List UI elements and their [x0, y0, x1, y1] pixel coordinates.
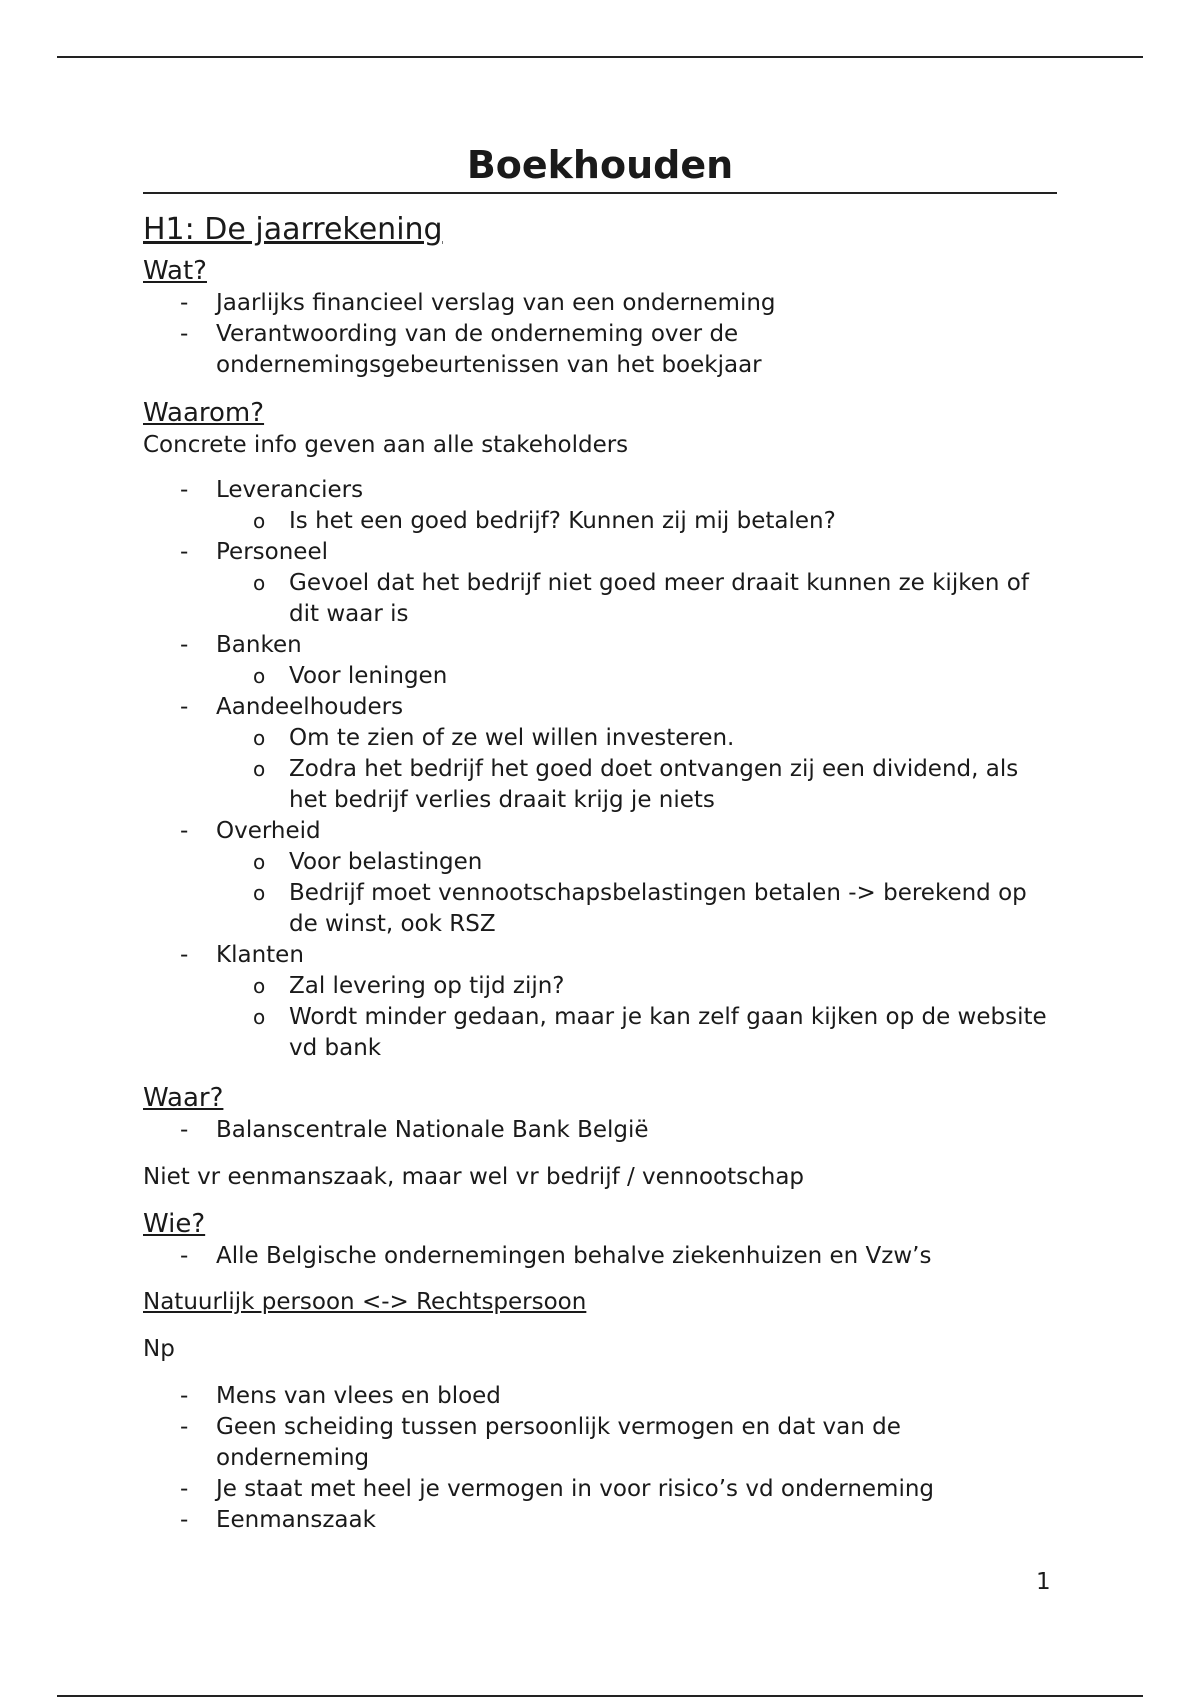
sub-item: o Is het een goed bedrijf? Kunnen zij mij betalen?	[216, 506, 1057, 537]
dash-bullet: -	[180, 632, 189, 658]
page-content	[143, 140, 1057, 1536]
list-item: - Balanscentrale Nationale Bank België	[143, 1115, 1057, 1146]
dash-bullet: -	[180, 290, 189, 316]
sub-item: o Voor belastingen	[216, 847, 1057, 878]
list-item: - Je staat met heel je vermogen in voor risico’s vd onderneming	[143, 1474, 1057, 1505]
wie-subheading: Natuurlijk persoon <-> Rechtspersoon	[143, 1289, 587, 1315]
sub-list	[216, 847, 1057, 940]
sub-item: o Wordt minder gedaan, maar je kan zelf gaan kijken op de website vd bank	[253, 1004, 1047, 1061]
np-label: Np	[143, 1336, 175, 1362]
list-item: - Verantwoording van de onderneming over de ondernemingsgebeurtenissen van het boekjaar	[180, 321, 762, 378]
sub-list	[216, 568, 1057, 630]
dash-bullet: -	[180, 1383, 189, 1409]
list-item: - Eenmanszaak	[143, 1505, 1057, 1536]
wat-list	[143, 288, 1057, 381]
list-item: - Geen scheiding tussen persoonlijk vermogen en dat van de onderneming	[180, 1414, 901, 1471]
dash-bullet: -	[180, 321, 189, 347]
circle-bullet: o	[253, 850, 266, 874]
bottom-rule	[57, 1695, 1143, 1697]
dash-bullet: -	[180, 539, 189, 565]
circle-bullet: o	[253, 509, 266, 533]
dash-bullet: -	[180, 1117, 189, 1143]
np-list	[143, 1381, 1057, 1536]
circle-bullet: o	[253, 757, 266, 781]
circle-bullet: o	[253, 664, 266, 688]
list-item: - Mens van vlees en bloed	[143, 1381, 1057, 1412]
sub-item: o Gevoel dat het bedrijf niet goed meer draait kunnen ze kijken of dit waar is	[253, 570, 1029, 627]
circle-bullet: o	[253, 1005, 266, 1029]
dash-bullet: -	[180, 1476, 189, 1502]
dash-bullet: -	[180, 942, 189, 968]
stakeholder-item: - Overheid o Voor belastingen o Bedrijf moet vennootschapsbelastingen betalen -> berekend op de winst, ook RSZ	[143, 816, 1057, 940]
sub-item: o Om te zien of ze wel willen investeren.	[216, 723, 1057, 754]
dash-bullet: -	[180, 1414, 189, 1440]
circle-bullet: o	[253, 571, 266, 595]
chapter-heading: H1: De jaarrekening	[143, 212, 443, 247]
stakeholder-item: - Aandeelhouders o Om te zien of ze wel willen investeren. o Zodra het bedrijf het goed doet ontvangen zij een dividend, als het bedrijf verlies draait krijg je niets	[143, 692, 1057, 816]
list-item: - Alle Belgische ondernemingen behalve ziekenhuizen en Vzw’s	[143, 1241, 1057, 1272]
sub-list	[216, 661, 1057, 692]
circle-bullet: o	[253, 974, 266, 998]
page-number: 1	[1036, 1569, 1051, 1595]
dash-bullet: -	[180, 818, 189, 844]
section-heading-waar: Waar?	[143, 1083, 224, 1113]
sub-item: o Voor leningen	[216, 661, 1057, 692]
dash-bullet: -	[180, 1507, 189, 1533]
circle-bullet: o	[253, 881, 266, 905]
wie-list	[143, 1241, 1057, 1272]
sub-item: o Zodra het bedrijf het goed doet ontvangen zij een dividend, als het bedrijf verlies draait krijg je niets	[253, 756, 1019, 813]
stakeholder-item: - Leveranciers o Is het een goed bedrijf? Kunnen zij mij betalen?	[143, 475, 1057, 537]
stakeholder-item: - Personeel o Gevoel dat het bedrijf niet goed meer draait kunnen ze kijken of dit waar is	[143, 537, 1057, 630]
sub-item: o Zal levering op tijd zijn?	[216, 971, 1057, 1002]
waar-note: Niet vr eenmanszaak, maar wel vr bedrijf / vennootschap	[143, 1164, 805, 1190]
sub-list	[216, 971, 1057, 1064]
stakeholder-list	[143, 475, 1057, 1064]
waarom-intro: Concrete info geven aan alle stakeholders	[143, 432, 629, 458]
section-heading-wie: Wie?	[143, 1209, 206, 1239]
stakeholder-item: - Banken o Voor leningen	[143, 630, 1057, 692]
sub-list	[216, 723, 1057, 816]
waar-list	[143, 1115, 1057, 1146]
dash-bullet: -	[180, 1243, 189, 1269]
dash-bullet: -	[180, 477, 189, 503]
document-title: Boekhouden	[143, 140, 1057, 194]
top-rule	[57, 56, 1143, 58]
list-item: - Jaarlijks financieel verslag van een onderneming	[143, 288, 1057, 319]
stakeholder-item: - Klanten o Zal levering op tijd zijn? o Wordt minder gedaan, maar je kan zelf gaan kijken op de website vd bank	[143, 940, 1057, 1064]
section-heading-wat: Wat?	[143, 256, 207, 286]
dash-bullet: -	[180, 694, 189, 720]
sub-item: o Bedrijf moet vennootschapsbelastingen betalen -> berekend op de winst, ook RSZ	[253, 880, 1027, 937]
sub-list	[216, 506, 1057, 537]
circle-bullet: o	[253, 726, 266, 750]
section-heading-waarom: Waarom?	[143, 398, 265, 428]
